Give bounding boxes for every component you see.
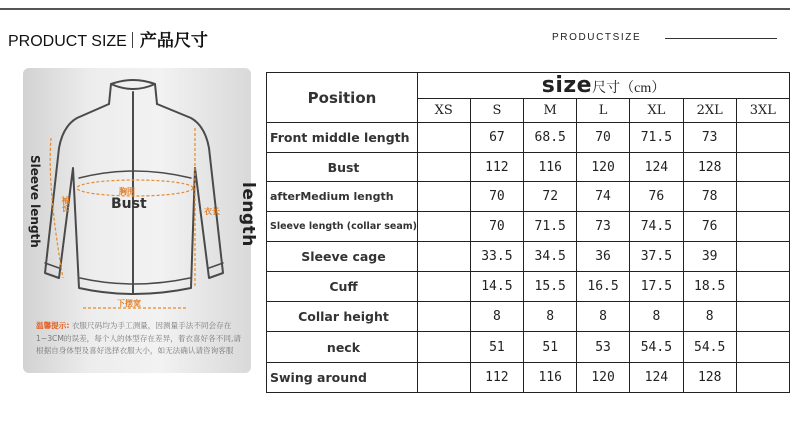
value-cell: 70: [470, 182, 524, 212]
size-table-body: [267, 123, 790, 393]
value-cell: 73: [577, 212, 630, 242]
value-cell: 36: [577, 242, 630, 272]
hem-cn-label: 下摆宽: [117, 299, 141, 308]
value-cell: 72: [524, 182, 577, 212]
value-cell: 16.5: [577, 272, 630, 302]
row-label: Cuff: [267, 272, 418, 302]
value-cell: 120: [577, 363, 630, 393]
tip-title: 温馨提示:: [36, 321, 70, 330]
value-cell: 124: [630, 363, 684, 393]
value-cell: 39: [683, 242, 736, 272]
table-row: [267, 153, 790, 182]
value-cell: [736, 332, 789, 363]
value-cell: [736, 242, 789, 272]
size-header-xs: XS: [417, 99, 470, 123]
table-row: [267, 363, 790, 393]
value-cell: 116: [524, 153, 577, 182]
value-cell: 37.5: [630, 242, 684, 272]
bust-label: Bust: [111, 196, 147, 212]
value-cell: 112: [470, 363, 524, 393]
value-cell: 76: [630, 182, 684, 212]
value-cell: 54.5: [683, 332, 736, 363]
value-cell: [417, 153, 470, 182]
length-cn-label: 衣长: [204, 207, 220, 216]
value-cell: [417, 182, 470, 212]
table-row: [267, 182, 790, 212]
value-cell: 18.5: [683, 272, 736, 302]
value-cell: [417, 242, 470, 272]
sleeve-length-label: Sleeve length: [28, 155, 42, 248]
value-cell: [736, 363, 789, 393]
value-cell: [417, 363, 470, 393]
value-cell: [417, 332, 470, 363]
value-cell: 116: [524, 363, 577, 393]
value-cell: 67: [470, 123, 524, 153]
title-cn: 产品尺寸: [139, 31, 208, 50]
table-row: [267, 332, 790, 363]
table-row: [267, 123, 790, 153]
value-cell: [417, 302, 470, 332]
value-cell: 124: [630, 153, 684, 182]
row-label: Collar height: [267, 302, 418, 332]
row-label: afterMedium length: [267, 182, 418, 212]
tip-text: 衣服尺码均为手工测量，因测量手法不同会存在1~3CM的误差，每个人的体型存在差异，着衣喜好各不同,请根据自身体型及喜好选择衣服大小，如无法确认请咨询客服: [36, 321, 241, 355]
size-header-s: S: [470, 99, 524, 123]
right-label: PRODUCTSIZE: [552, 32, 642, 43]
value-cell: 74.5: [630, 212, 684, 242]
size-header-2xl: 2XL: [683, 99, 736, 123]
value-cell: 34.5: [524, 242, 577, 272]
value-cell: 128: [683, 153, 736, 182]
row-label: neck: [267, 332, 418, 363]
value-cell: 8: [683, 302, 736, 332]
value-cell: 120: [577, 153, 630, 182]
value-cell: 128: [683, 363, 736, 393]
position-header: Position: [267, 73, 418, 123]
right-rule: [665, 38, 777, 39]
value-cell: 17.5: [630, 272, 684, 302]
value-cell: 74: [577, 182, 630, 212]
table-title-unit: 尺寸（cm）: [592, 81, 666, 96]
chest-cn-label: 胸围: [119, 187, 135, 196]
value-cell: [736, 212, 789, 242]
value-cell: 54.5: [630, 332, 684, 363]
value-cell: 71.5: [524, 212, 577, 242]
value-cell: 73: [683, 123, 736, 153]
value-cell: 112: [470, 153, 524, 182]
value-cell: 33.5: [470, 242, 524, 272]
value-cell: 51: [470, 332, 524, 363]
value-cell: 8: [524, 302, 577, 332]
value-cell: 8: [630, 302, 684, 332]
row-label: Bust: [267, 153, 418, 182]
table-title: [417, 73, 789, 99]
table-row: [267, 272, 790, 302]
value-cell: [736, 182, 789, 212]
value-cell: [736, 272, 789, 302]
value-cell: 78: [683, 182, 736, 212]
sleeve-cn-label: 袖长: [61, 196, 70, 212]
table-row: [267, 302, 790, 332]
value-cell: 76: [683, 212, 736, 242]
table-title-size: size: [541, 73, 593, 98]
value-cell: [736, 123, 789, 153]
value-cell: 15.5: [524, 272, 577, 302]
value-cell: 53: [577, 332, 630, 363]
value-cell: 51: [524, 332, 577, 363]
row-label: Sleeve length (collar seam): [267, 212, 418, 242]
size-table: [266, 72, 790, 393]
size-header-xl: XL: [630, 99, 684, 123]
row-label: Front middle length: [267, 123, 418, 153]
value-cell: 8: [577, 302, 630, 332]
value-cell: 70: [577, 123, 630, 153]
title-en: PRODUCT SIZE: [8, 33, 127, 50]
table-row: [267, 242, 790, 272]
value-cell: [736, 302, 789, 332]
value-cell: [417, 212, 470, 242]
value-cell: [417, 123, 470, 153]
title-separator: [132, 32, 133, 48]
row-label: Sleeve cage: [267, 242, 418, 272]
size-header-3xl: 3XL: [736, 99, 789, 123]
measurement-tip: [36, 320, 244, 358]
value-cell: 70: [470, 212, 524, 242]
value-cell: 71.5: [630, 123, 684, 153]
size-header-l: L: [577, 99, 630, 123]
top-rule: [0, 8, 790, 10]
value-cell: [417, 272, 470, 302]
value-cell: [736, 153, 789, 182]
page-title: [8, 26, 208, 51]
row-label: Swing around: [267, 363, 418, 393]
length-label: length: [238, 182, 258, 247]
value-cell: 14.5: [470, 272, 524, 302]
value-cell: 68.5: [524, 123, 577, 153]
value-cell: 8: [470, 302, 524, 332]
table-row: [267, 212, 790, 242]
size-header-m: M: [524, 99, 577, 123]
